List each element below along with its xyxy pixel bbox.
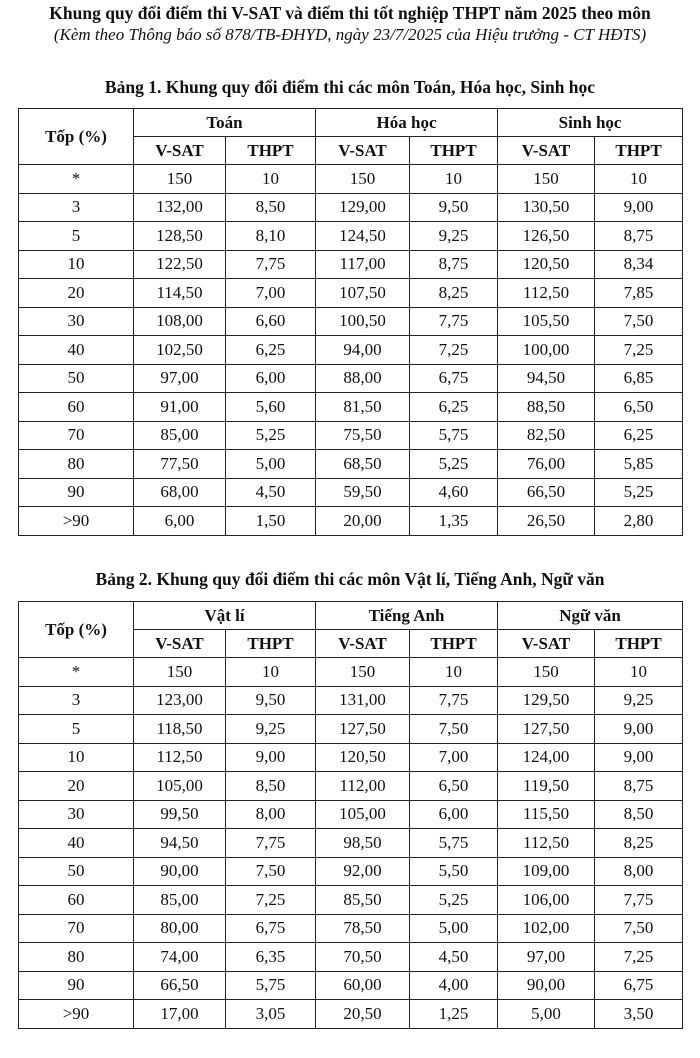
table-row bbox=[19, 914, 683, 943]
score-cell: 20,00 bbox=[316, 507, 410, 536]
score-cell: 7,25 bbox=[595, 943, 683, 972]
score-cell: 150 bbox=[316, 658, 410, 687]
score-cell: 9,25 bbox=[595, 686, 683, 715]
score-cell: 109,00 bbox=[498, 857, 595, 886]
score-cell: 9,50 bbox=[226, 686, 316, 715]
score-cell: 70,50 bbox=[316, 943, 410, 972]
top-percent-cell: 30 bbox=[19, 307, 134, 336]
row-header: Tốp (%) bbox=[19, 109, 134, 165]
score-cell: 114,50 bbox=[134, 279, 226, 308]
score-cell: 6,00 bbox=[410, 800, 498, 829]
table-row bbox=[19, 715, 683, 744]
score-cell: 120,50 bbox=[498, 250, 595, 279]
table-row bbox=[19, 943, 683, 972]
table-row bbox=[19, 165, 683, 194]
score-cell: 76,00 bbox=[498, 450, 595, 479]
score-cell: 94,50 bbox=[134, 829, 226, 858]
score-cell: 112,50 bbox=[498, 829, 595, 858]
subject-header: Sinh học bbox=[498, 109, 683, 137]
score-cell: 8,25 bbox=[410, 279, 498, 308]
col-subheader: THPT bbox=[595, 137, 683, 165]
top-percent-cell: * bbox=[19, 658, 134, 687]
score-cell: 5,25 bbox=[410, 886, 498, 915]
score-cell: 90,00 bbox=[498, 971, 595, 1000]
score-cell: 7,75 bbox=[595, 886, 683, 915]
table-row bbox=[19, 336, 683, 365]
table-row bbox=[19, 450, 683, 479]
top-percent-cell: 5 bbox=[19, 715, 134, 744]
score-cell: 6,75 bbox=[410, 364, 498, 393]
score-cell: 150 bbox=[316, 165, 410, 194]
score-cell: 9,50 bbox=[410, 193, 498, 222]
table-row bbox=[19, 250, 683, 279]
score-cell: 120,50 bbox=[316, 743, 410, 772]
score-cell: 10 bbox=[226, 165, 316, 194]
score-cell: 9,25 bbox=[410, 222, 498, 251]
score-cell: 85,00 bbox=[134, 421, 226, 450]
score-cell: 9,00 bbox=[595, 743, 683, 772]
score-cell: 6,00 bbox=[134, 507, 226, 536]
score-cell: 97,00 bbox=[498, 943, 595, 972]
score-cell: 7,50 bbox=[595, 914, 683, 943]
top-percent-cell: 90 bbox=[19, 971, 134, 1000]
col-subheader: V-SAT bbox=[134, 137, 226, 165]
document-title: Khung quy đổi điểm thi V-SAT và điểm thi tốt nghiệp THPT năm 2025 theo môn bbox=[49, 3, 651, 23]
score-cell: 3,50 bbox=[595, 1000, 683, 1029]
score-cell: 5,00 bbox=[498, 1000, 595, 1029]
score-cell: 7,25 bbox=[226, 886, 316, 915]
score-cell: 124,50 bbox=[316, 222, 410, 251]
score-cell: 77,50 bbox=[134, 450, 226, 479]
score-cell: 26,50 bbox=[498, 507, 595, 536]
score-cell: 105,00 bbox=[316, 800, 410, 829]
score-cell: 5,60 bbox=[226, 393, 316, 422]
score-cell: 6,60 bbox=[226, 307, 316, 336]
score-cell: 7,50 bbox=[410, 715, 498, 744]
score-cell: 8,50 bbox=[226, 772, 316, 801]
score-cell: 7,00 bbox=[226, 279, 316, 308]
col-subheader: V-SAT bbox=[498, 630, 595, 658]
score-cell: 6,35 bbox=[226, 943, 316, 972]
score-cell: 98,50 bbox=[316, 829, 410, 858]
score-cell: 7,50 bbox=[226, 857, 316, 886]
score-cell: 115,50 bbox=[498, 800, 595, 829]
score-cell: 91,00 bbox=[134, 393, 226, 422]
table-row bbox=[19, 772, 683, 801]
top-percent-cell: 40 bbox=[19, 336, 134, 365]
score-cell: 6,75 bbox=[595, 971, 683, 1000]
score-cell: 8,50 bbox=[595, 800, 683, 829]
score-cell: 117,00 bbox=[316, 250, 410, 279]
score-cell: 6,25 bbox=[410, 393, 498, 422]
score-cell: 119,50 bbox=[498, 772, 595, 801]
col-subheader: THPT bbox=[226, 137, 316, 165]
score-cell: 4,00 bbox=[410, 971, 498, 1000]
score-cell: 9,00 bbox=[595, 193, 683, 222]
score-cell: 80,00 bbox=[134, 914, 226, 943]
score-cell: 112,00 bbox=[316, 772, 410, 801]
col-subheader: V-SAT bbox=[316, 630, 410, 658]
score-cell: 8,00 bbox=[226, 800, 316, 829]
score-cell: 4,60 bbox=[410, 478, 498, 507]
score-cell: 20,50 bbox=[316, 1000, 410, 1029]
score-cell: 150 bbox=[498, 165, 595, 194]
score-cell: 112,50 bbox=[134, 743, 226, 772]
table-row bbox=[19, 222, 683, 251]
table-row bbox=[19, 279, 683, 308]
table-row bbox=[19, 800, 683, 829]
table-row bbox=[19, 1000, 683, 1029]
top-percent-cell: 3 bbox=[19, 686, 134, 715]
score-cell: 60,00 bbox=[316, 971, 410, 1000]
top-percent-cell: 90 bbox=[19, 478, 134, 507]
score-cell: 94,50 bbox=[498, 364, 595, 393]
table1-caption: Bảng 1. Khung quy đổi điểm thi các môn Toán, Hóa học, Sinh học bbox=[104, 77, 596, 97]
score-cell: 90,00 bbox=[134, 857, 226, 886]
score-cell: 8,34 bbox=[595, 250, 683, 279]
table1 bbox=[18, 108, 683, 536]
top-percent-cell: 30 bbox=[19, 800, 134, 829]
top-percent-cell: 3 bbox=[19, 193, 134, 222]
score-cell: 66,50 bbox=[134, 971, 226, 1000]
row-header: Tốp (%) bbox=[19, 602, 134, 658]
score-cell: 5,25 bbox=[226, 421, 316, 450]
score-cell: 7,75 bbox=[410, 686, 498, 715]
col-subheader: V-SAT bbox=[134, 630, 226, 658]
score-cell: 10 bbox=[595, 658, 683, 687]
score-cell: 85,50 bbox=[316, 886, 410, 915]
score-cell: 7,25 bbox=[410, 336, 498, 365]
top-percent-cell: 10 bbox=[19, 250, 134, 279]
score-cell: 127,50 bbox=[316, 715, 410, 744]
score-cell: 5,00 bbox=[410, 914, 498, 943]
top-percent-cell: 10 bbox=[19, 743, 134, 772]
top-percent-cell: 20 bbox=[19, 772, 134, 801]
score-cell: 106,00 bbox=[498, 886, 595, 915]
score-cell: 102,50 bbox=[134, 336, 226, 365]
score-cell: 6,25 bbox=[595, 421, 683, 450]
col-subheader: THPT bbox=[226, 630, 316, 658]
top-percent-cell: * bbox=[19, 165, 134, 194]
score-cell: 127,50 bbox=[498, 715, 595, 744]
score-cell: 17,00 bbox=[134, 1000, 226, 1029]
score-cell: 99,50 bbox=[134, 800, 226, 829]
table-row bbox=[19, 971, 683, 1000]
score-cell: 7,75 bbox=[226, 829, 316, 858]
col-subheader: V-SAT bbox=[498, 137, 595, 165]
score-cell: 6,75 bbox=[226, 914, 316, 943]
score-cell: 97,00 bbox=[134, 364, 226, 393]
top-percent-cell: 80 bbox=[19, 943, 134, 972]
score-cell: 129,50 bbox=[498, 686, 595, 715]
top-percent-cell: >90 bbox=[19, 507, 134, 536]
top-percent-cell: 70 bbox=[19, 421, 134, 450]
score-cell: 5,50 bbox=[410, 857, 498, 886]
table-row bbox=[19, 886, 683, 915]
top-percent-cell: 60 bbox=[19, 393, 134, 422]
score-cell: 6,25 bbox=[226, 336, 316, 365]
col-subheader: V-SAT bbox=[316, 137, 410, 165]
score-cell: 5,00 bbox=[226, 450, 316, 479]
score-cell: 118,50 bbox=[134, 715, 226, 744]
top-percent-cell: >90 bbox=[19, 1000, 134, 1029]
table-row bbox=[19, 193, 683, 222]
score-cell: 6,00 bbox=[226, 364, 316, 393]
score-cell: 6,50 bbox=[595, 393, 683, 422]
score-cell: 5,75 bbox=[410, 829, 498, 858]
top-percent-cell: 5 bbox=[19, 222, 134, 251]
top-percent-cell: 60 bbox=[19, 886, 134, 915]
score-cell: 8,10 bbox=[226, 222, 316, 251]
score-cell: 7,25 bbox=[595, 336, 683, 365]
subject-header: Tiếng Anh bbox=[316, 602, 498, 630]
score-cell: 66,50 bbox=[498, 478, 595, 507]
score-cell: 8,75 bbox=[410, 250, 498, 279]
score-cell: 6,50 bbox=[410, 772, 498, 801]
table-row bbox=[19, 421, 683, 450]
score-cell: 7,50 bbox=[595, 307, 683, 336]
top-percent-cell: 70 bbox=[19, 914, 134, 943]
score-cell: 126,50 bbox=[498, 222, 595, 251]
score-cell: 129,00 bbox=[316, 193, 410, 222]
score-cell: 7,00 bbox=[410, 743, 498, 772]
score-cell: 10 bbox=[410, 658, 498, 687]
score-cell: 100,50 bbox=[316, 307, 410, 336]
table2-caption: Bảng 2. Khung quy đổi điểm thi các môn Vật lí, Tiếng Anh, Ngữ văn bbox=[95, 569, 605, 589]
score-cell: 8,75 bbox=[595, 222, 683, 251]
score-cell: 3,05 bbox=[226, 1000, 316, 1029]
score-cell: 6,85 bbox=[595, 364, 683, 393]
score-cell: 5,25 bbox=[595, 478, 683, 507]
score-cell: 85,00 bbox=[134, 886, 226, 915]
subject-header: Ngữ văn bbox=[498, 602, 683, 630]
top-percent-cell: 80 bbox=[19, 450, 134, 479]
score-cell: 131,00 bbox=[316, 686, 410, 715]
score-cell: 1,50 bbox=[226, 507, 316, 536]
score-cell: 132,00 bbox=[134, 193, 226, 222]
score-cell: 128,50 bbox=[134, 222, 226, 251]
table-row bbox=[19, 857, 683, 886]
col-subheader: THPT bbox=[410, 137, 498, 165]
score-cell: 88,50 bbox=[498, 393, 595, 422]
score-cell: 5,75 bbox=[410, 421, 498, 450]
score-cell: 7,75 bbox=[226, 250, 316, 279]
score-cell: 124,00 bbox=[498, 743, 595, 772]
score-cell: 150 bbox=[134, 658, 226, 687]
score-cell: 105,00 bbox=[134, 772, 226, 801]
score-cell: 123,00 bbox=[134, 686, 226, 715]
score-cell: 4,50 bbox=[410, 943, 498, 972]
score-cell: 5,75 bbox=[226, 971, 316, 1000]
score-cell: 1,35 bbox=[410, 507, 498, 536]
score-cell: 10 bbox=[595, 165, 683, 194]
table-row bbox=[19, 364, 683, 393]
score-cell: 7,85 bbox=[595, 279, 683, 308]
document-subtitle: (Kèm theo Thông báo số 878/TB-ĐHYD, ngày 23/7/2025 của Hiệu trưởng - CT HĐTS) bbox=[53, 25, 647, 44]
score-cell: 75,50 bbox=[316, 421, 410, 450]
score-cell: 92,00 bbox=[316, 857, 410, 886]
table-row bbox=[19, 686, 683, 715]
score-cell: 8,50 bbox=[226, 193, 316, 222]
col-subheader: THPT bbox=[595, 630, 683, 658]
score-cell: 7,75 bbox=[410, 307, 498, 336]
score-cell: 130,50 bbox=[498, 193, 595, 222]
score-cell: 9,25 bbox=[226, 715, 316, 744]
score-cell: 10 bbox=[226, 658, 316, 687]
score-cell: 82,50 bbox=[498, 421, 595, 450]
table2 bbox=[18, 601, 683, 1029]
table-row bbox=[19, 658, 683, 687]
score-cell: 5,85 bbox=[595, 450, 683, 479]
subject-header: Toán bbox=[134, 109, 316, 137]
score-cell: 88,00 bbox=[316, 364, 410, 393]
score-cell: 122,50 bbox=[134, 250, 226, 279]
score-cell: 102,00 bbox=[498, 914, 595, 943]
score-cell: 94,00 bbox=[316, 336, 410, 365]
table-row bbox=[19, 478, 683, 507]
score-cell: 8,75 bbox=[595, 772, 683, 801]
score-cell: 4,50 bbox=[226, 478, 316, 507]
table-row bbox=[19, 507, 683, 536]
table-row bbox=[19, 743, 683, 772]
table-row bbox=[19, 829, 683, 858]
table-row bbox=[19, 393, 683, 422]
score-cell: 9,00 bbox=[226, 743, 316, 772]
score-cell: 68,50 bbox=[316, 450, 410, 479]
col-subheader: THPT bbox=[410, 630, 498, 658]
score-cell: 5,25 bbox=[410, 450, 498, 479]
score-cell: 150 bbox=[134, 165, 226, 194]
score-cell: 1,25 bbox=[410, 1000, 498, 1029]
subject-header: Vật lí bbox=[134, 602, 316, 630]
score-cell: 74,00 bbox=[134, 943, 226, 972]
score-cell: 2,80 bbox=[595, 507, 683, 536]
table-row bbox=[19, 307, 683, 336]
score-cell: 9,00 bbox=[595, 715, 683, 744]
score-cell: 81,50 bbox=[316, 393, 410, 422]
subject-header: Hóa học bbox=[316, 109, 498, 137]
score-cell: 78,50 bbox=[316, 914, 410, 943]
score-cell: 150 bbox=[498, 658, 595, 687]
score-cell: 10 bbox=[410, 165, 498, 194]
score-cell: 107,50 bbox=[316, 279, 410, 308]
score-cell: 8,25 bbox=[595, 829, 683, 858]
top-percent-cell: 50 bbox=[19, 364, 134, 393]
score-cell: 68,00 bbox=[134, 478, 226, 507]
score-cell: 108,00 bbox=[134, 307, 226, 336]
score-cell: 112,50 bbox=[498, 279, 595, 308]
score-cell: 59,50 bbox=[316, 478, 410, 507]
score-cell: 100,00 bbox=[498, 336, 595, 365]
top-percent-cell: 50 bbox=[19, 857, 134, 886]
top-percent-cell: 40 bbox=[19, 829, 134, 858]
score-cell: 105,50 bbox=[498, 307, 595, 336]
top-percent-cell: 20 bbox=[19, 279, 134, 308]
score-cell: 8,00 bbox=[595, 857, 683, 886]
